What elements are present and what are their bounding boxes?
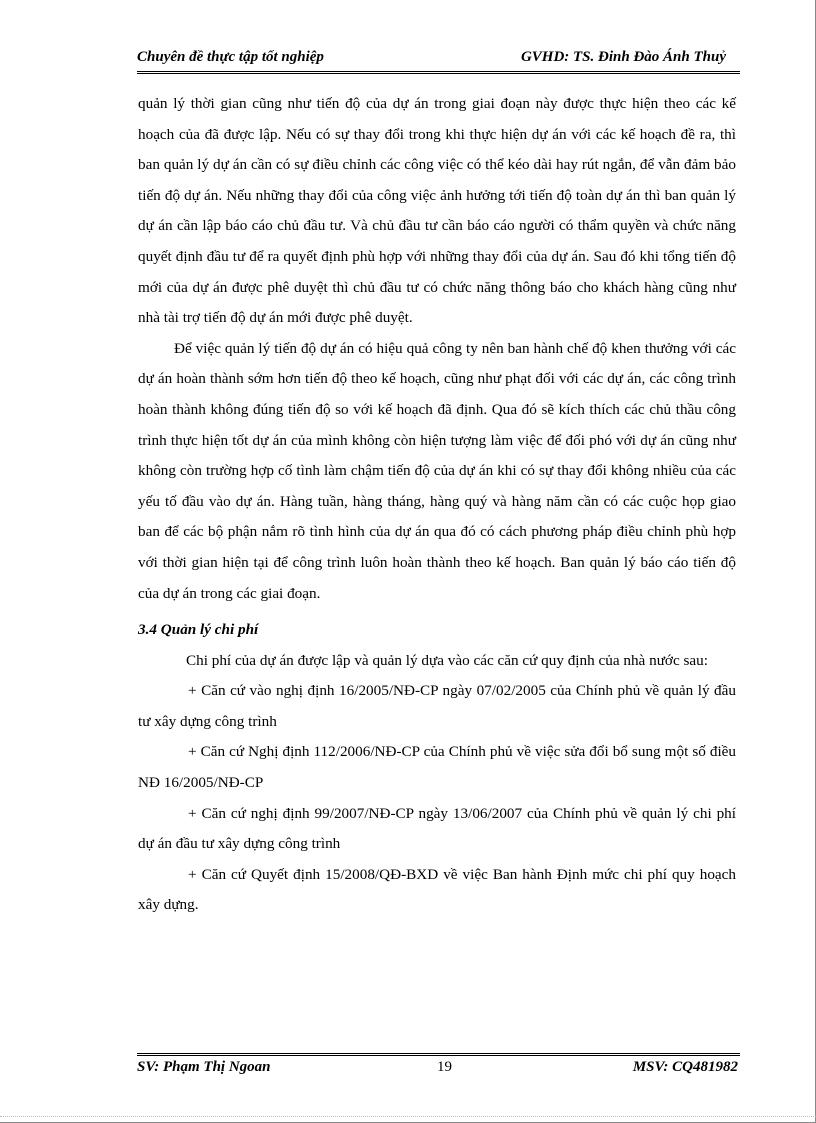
list-item: + Căn cứ Nghị định 112/2006/NĐ-CP của Chính phủ về việc sửa đổi bổ sung một số điều NĐ 16/2005/NĐ-CP [138,743,736,792]
page-footer [137,1053,740,1082]
paragraph: Để việc quản lý tiến độ dự án có hiệu quả công ty nên ban hành chế độ khen thưởng với các dự án hoàn thành sớm hơn tiến độ theo kế hoạch, cũng như phạt đối với các dự án, các công trình hoàn thành không đúng tiến độ so với kế hoạch đã định. Qua đó sẽ kích thích các chủ thầu công trình thực hiện tốt dự án của mình không còn hiện tượng làm việc để đối phó với dự án cũng như không còn trường hợp cố tình làm chậm tiến độ của dự án khi có sự thay đổi không nhiều của các yếu tố đầu vào dự án. Hàng tuần, hàng tháng, hàng quý và hàng năm cần có các cuộc họp giao ban để các bộ phận nắm rõ tình hình của dự án qua đó có cách phương pháp điều chỉnh phù hợp với thời gian hiện tại để công trình luôn hoàn thành theo kế hoạch. Ban quản lý báo cáo tiến độ của dự án trong các giai đoạn. [138,339,736,602]
page-body [138,89,736,921]
paragraph: quản lý thời gian cũng như tiến độ của dự án trong giai đoạn này được thực hiện theo các kế hoạch của đã được lập. Nếu có sự thay đổi trong khi thực hiện dự án với các kế hoạch đề ra, thì ban quản lý dự án cần có sự điều chỉnh các công việc có thể kéo dài hay rút ngắn, để vẫn đảm bảo tiến độ dự án. Nếu những thay đổi của công việc ảnh hưởng tới tiến độ toàn dự án thì ban quản lý dự án cần lập báo cáo chủ đầu tư. Và chủ đầu tư cần báo cáo người có thẩm quyền và chức năng quyết định đầu tư để ra quyết định phù hợp với những thay đổi của dự án. Sau đó khi tổng tiến độ mới của dự án được phê duyệt thì chủ đầu tư có chức năng thông báo cho khách hàng cũng như nhà tài trợ tiến độ dự án mới được phê duyệt. [138,95,736,327]
section-heading: 3.4 Quản lý chi phí [138,621,259,639]
page-number: 19 [437,1059,452,1075]
page-header [137,45,740,74]
footer-student-id: MSV: CQ481982 [632,1059,738,1075]
list-item: + Căn cứ vào nghị định 16/2005/NĐ-CP ngày 07/02/2005 của Chính phủ về quản lý đầu tư xây dựng công trình [138,682,736,730]
footer-student-name: SV: Phạm Thị Ngoan [137,1059,271,1075]
list-item: + Căn cứ nghị định 99/2007/NĐ-CP ngày 13/06/2007 của Chính phủ về quản lý chi phí dự án đầu tư xây dựng công trình [138,804,736,853]
header-supervisor: GVHD: TS. Đinh Đào Ánh Thuỷ [520,49,726,65]
header-title: Chuyên đề thực tập tốt nghiệp [137,49,324,65]
paragraph: Chi phí của dự án được lập và quản lý dựa vào các căn cứ quy định của nhà nước sau: [186,651,708,669]
page-break-divider [0,1116,816,1117]
list-item: + Căn cứ Quyết định 15/2008/QĐ-BXD về việc Ban hành Định mức chi phí quy hoạch xây dựng. [138,865,736,914]
